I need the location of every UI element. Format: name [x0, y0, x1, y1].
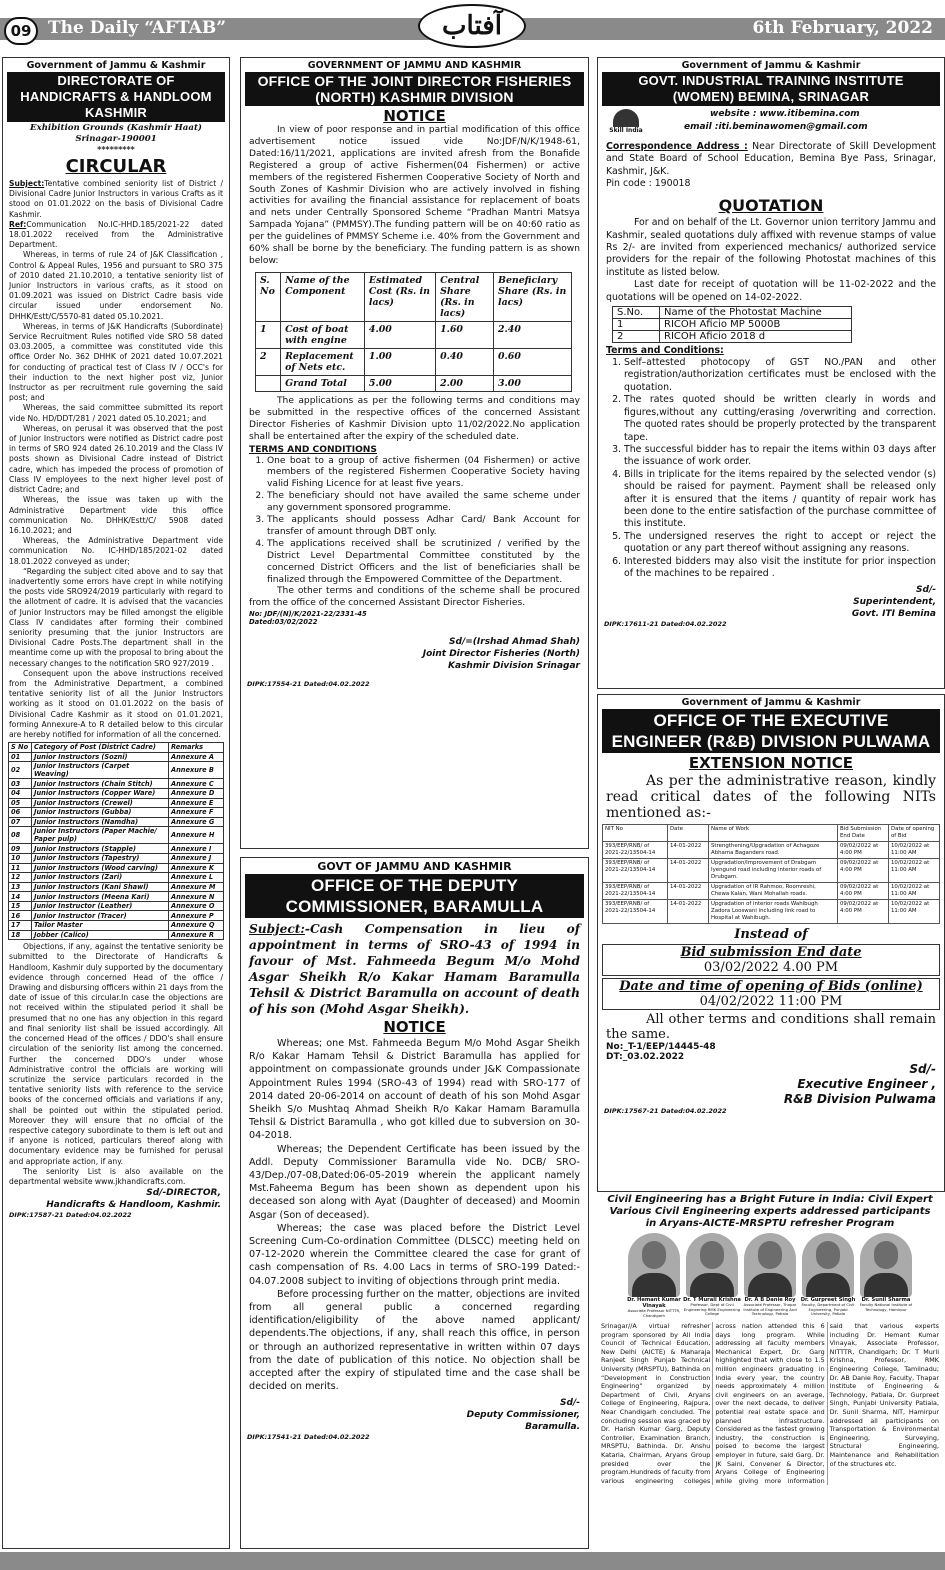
- govt-label: GOVERNMENT OF JAMMU AND KASHMIR: [307, 60, 522, 71]
- reference-number: No:_T-1/EEP/14445-48: [606, 1042, 716, 1052]
- table-cell: 14-01-2022: [668, 900, 709, 924]
- bid-opening-box: [602, 978, 940, 1010]
- table-cell: 11: [9, 863, 32, 873]
- signature: Sd/-DIRECTOR,: [146, 1188, 221, 1199]
- table-row: [9, 853, 224, 863]
- table-header: Category of Post (District Cadre): [32, 743, 169, 753]
- body-para: Whereas; the case was placed before the District Level Screening Cum-Co-ordination Committee (DLSCC) meeting held on 07-12-2020 wherein the Committee cleared the case for grant of cash compensation of Rs. 4.00 Lacs in terms of SRO-199 Dated:- 04.07.2008 subject to inviting of objections through print media.: [249, 1222, 580, 1287]
- table-header: NIT No: [603, 825, 668, 842]
- ad-title: OFFICE OF THE JOINT DIRECTOR FISHERIES (NORTH) KASHMIR DIVISION: [245, 72, 584, 106]
- address-line: Srinagar-190001: [75, 134, 157, 144]
- body-para: Whereas, in terms of rule 24 of J&K Classification , Control & Appeal Rules, 1956 and pursuant to SRO 375 of 2010 dated 21.10.2010, a tentative seniority list of Junior Instructors in various crafts, as it stood on 01.09.2021 was issued on District Cadre basis vide circular issued under endorsement No. DHHK/Estt/C/5570-81 dated 05.10.2021.: [9, 250, 223, 321]
- table-row: [9, 779, 224, 789]
- table-cell: 04: [9, 788, 32, 798]
- table-cell: Junior Instructors (Paper Machie/ Paper pulp): [32, 827, 169, 844]
- body-para: Whereas; one Mst. Fahmeeda Begum M/o Mohd Asgar Sheikh R/o Kakar Hamam Tehsil & District Baramulla has applied for appointment on compassionate grounds under J&K Compassionate Appointment Rules 1994 (SRO-43 of 1994) read with SRO-177 of 2014 dated 20-06-2014 on account of death of his son Mohd Asgar Sheikh S/o Mushtaq Ahmad Sheikh R/o Kakar Hamam Baramulla Tehsil & District Baramulla , who got killed due to subversion on 30-04-2018.: [249, 1038, 580, 1142]
- person-portrait: [802, 1233, 854, 1297]
- speaker-designation: Associate Professor, Thapar Institute of Engineering And Technology, Patiala: [743, 1302, 797, 1316]
- table-cell: Annexure C: [169, 779, 224, 789]
- table-cell: Annexure H: [169, 827, 224, 844]
- table-row: [603, 859, 940, 883]
- speaker-photo: [799, 1233, 857, 1317]
- table-cell: Junior Instructors (Copper Ware): [32, 788, 169, 798]
- speaker-designation: Faculty National Institute of Technology, Hamirpur: [859, 1302, 913, 1312]
- reference-date: DT:_03.02.2022: [606, 1052, 685, 1062]
- table-cell: Upgradation of IR Rahmoo, Roomreshi, Chewa Kalan, Wani Mohallah roads.: [709, 883, 838, 900]
- signature: Sd/-: [909, 1062, 936, 1076]
- table-cell: Junior Instructors (Namdha): [32, 817, 169, 827]
- table-cell: Annexure D: [169, 788, 224, 798]
- table-cell: Annexure B: [169, 762, 224, 779]
- subject-label: Subject:: [249, 922, 305, 936]
- table-header: S.No.: [613, 307, 660, 319]
- person-portrait: [686, 1233, 738, 1297]
- nit-table-body: [603, 842, 940, 924]
- table-header: Name of the Photostat Machine: [660, 307, 852, 319]
- table-cell: Junior Instructors (Carpet Weaving): [32, 762, 169, 779]
- signature: Kashmir Division Srinagar: [448, 661, 580, 672]
- signature: Sd/=(Irshad Ahmad Shah): [449, 637, 580, 648]
- table-cell: 1.00: [364, 348, 435, 375]
- address-label: Correspondence Address :: [606, 141, 748, 152]
- signature: Deputy Commissioner,: [466, 1410, 580, 1421]
- table-cell: Annexure J: [169, 853, 224, 863]
- table-cell: Jobber (Calico): [32, 930, 169, 940]
- table-row: [603, 883, 940, 900]
- annexure-table: [8, 742, 224, 940]
- signature: Govt. ITI Bemina: [851, 609, 936, 620]
- table-cell: Annexure Q: [169, 921, 224, 931]
- table-cell: Junior Instructors (Wood carving): [32, 863, 169, 873]
- table-cell: 03: [9, 779, 32, 789]
- table-cell: [256, 375, 281, 391]
- table-cell: 09/02/2022 at 4:00 PM: [838, 842, 889, 859]
- dipk-number: DIPK:17541-21 Dated:04.02.2022: [247, 1433, 370, 1442]
- bid-opening-value: 04/02/2022 11:00 PM: [699, 994, 843, 1009]
- body-para: Whereas, in terms of J&K Handicrafts (Subordinate) Service Recruitment Rules notified vide SRO 58 dated 03.03.2005, a committee was constituted vide this office Order No. 362 DHHK of 2021 dated 10.07.2021 for conducting of practical test of Class IV / OCC's for their induction to the next higher post viz, Junior Instructor as per recruitment rule governing the said post; and: [9, 321, 223, 403]
- table-cell: 2.40: [494, 321, 572, 348]
- stars: *********: [97, 144, 135, 154]
- ad-title: OFFICE OF THE EXECUTIVE ENGINEER (R&B) DIVISION PULWAMA: [602, 709, 940, 753]
- table-row: [9, 788, 224, 798]
- table-cell: Annexure G: [169, 817, 224, 827]
- person-portrait: [744, 1233, 796, 1297]
- table-cell: Annexure N: [169, 892, 224, 902]
- body-para: The other terms and conditions of the scheme shall be procured from the office of the concerned Assistant Director Fisheries.: [249, 586, 580, 609]
- table-cell: 02: [9, 762, 32, 779]
- table-row: [613, 331, 852, 343]
- table-cell: 1: [613, 319, 660, 331]
- signature: R&B Division Pulwama: [783, 1092, 936, 1106]
- ref-para: [3, 220, 229, 251]
- annexure-table-body: [9, 752, 224, 940]
- signature: Executive Engineer ,: [797, 1077, 936, 1091]
- table-cell: 01: [9, 752, 32, 762]
- list-item: 1. One boat to a group of active fishermen (04 Fishermen) or active members of the registered Fishermen Cooperative Society having valid Fishing Licence for at least five years.: [267, 456, 580, 492]
- table-header-row: [603, 825, 940, 842]
- notice-heading: NOTICE: [383, 1018, 446, 1036]
- terms-list: [241, 456, 588, 587]
- table-header: Estimated Cost (Rs. in lacs): [364, 272, 435, 321]
- address-para: [598, 141, 944, 178]
- table-row: [603, 842, 940, 859]
- body-para: Whereas, the said committee submitted its report vide No. HD/DDT/281 / 2021 dated 05.10.2021; and: [9, 403, 223, 423]
- ad-deputy-commissioner: [240, 857, 589, 1549]
- table-cell: 393/EEP/RNB/ of 2021-22/13504-14: [603, 859, 668, 883]
- govt-label: Government of Jammu & Kashmir: [26, 60, 206, 71]
- reference-number: No: JDF/(N)/K/2021-22/2331-45: [249, 610, 367, 619]
- table-row: [9, 752, 224, 762]
- table-row: [9, 892, 224, 902]
- machine-table: [612, 306, 852, 343]
- table-cell: Annexure L: [169, 873, 224, 883]
- list-item: 4. The applications received shall be scrutinized / verified by the District Level Departmental Committee constituted by the concerned District Officers and the list of beneficiaries shall be finalized through the Empowered Committee of the Department.: [267, 539, 580, 587]
- table-cell: 14-01-2022: [668, 859, 709, 883]
- ref-text: Communication No.IC-HHD.185/2021-22 dated 18.01.2022 received from the Administrative Department.: [9, 219, 223, 250]
- table-cell: 3.00: [494, 375, 572, 391]
- table-cell: 0.40: [436, 348, 494, 375]
- ad-handicrafts-circular: [2, 57, 230, 1549]
- funding-table-body: [256, 321, 572, 391]
- table-cell: 4.00: [364, 321, 435, 348]
- table-row: [9, 844, 224, 854]
- ad-title: DIRECTORATE OF HANDICRAFTS & HANDLOOM KASHMIR: [7, 72, 225, 122]
- table-cell: 16: [9, 911, 32, 921]
- table-cell: Annexure E: [169, 798, 224, 808]
- table-cell: 18: [9, 930, 32, 940]
- newspaper-logo: آفتاب: [418, 4, 526, 48]
- subject-para: [241, 921, 588, 1017]
- subject-para: [3, 179, 229, 220]
- circular-heading: CIRCULAR: [65, 156, 167, 177]
- body-para: Whereas, the issue was taken up with the Administrative Department vide this office communication No. DHHK/Estt/C/ 5908 dated 16.10.2021; and: [9, 495, 223, 535]
- table-row: [9, 911, 224, 921]
- funding-table: [255, 272, 572, 392]
- ref-label: Ref:: [9, 219, 27, 229]
- table-cell: Junior Instructors (Kani Shawl): [32, 882, 169, 892]
- terms-heading: TERMS AND CONDITIONS: [249, 444, 377, 455]
- govt-label: Government of Jammu & Kashmir: [681, 697, 861, 708]
- table-header-row: [613, 307, 852, 319]
- speaker-name: Dr. Sunil Sharma: [861, 1297, 911, 1303]
- speaker-designation: Faculty, Department of Civil Engineering, Punjabi University, Patiala: [801, 1302, 855, 1316]
- table-cell: 393/EEP/RNB/ of 2021-22/13504-14: [603, 883, 668, 900]
- govt-label: GOVT OF JAMMU AND KASHMIR: [317, 860, 512, 873]
- nit-table: [602, 824, 940, 924]
- table-cell: Strengthening/Upgradation of Achagoze Abhama Baganders road.: [709, 842, 838, 859]
- table-row: [9, 873, 224, 883]
- table-cell: 12: [9, 873, 32, 883]
- table-row: [603, 900, 940, 924]
- list-item: 3. The applicants should possess Adhar Card/ Bank Account for transfer of amount through DBT only.: [267, 515, 580, 539]
- speaker-photo: [683, 1233, 741, 1317]
- table-header: S No: [9, 743, 32, 753]
- table-cell: Junior Instructor (Leather): [32, 901, 169, 911]
- page-footer-bar: [0, 1552, 945, 1570]
- table-cell: 2.00: [436, 375, 494, 391]
- skill-india-logo: [606, 109, 646, 139]
- list-item: 2. The rates quoted should be written clearly in words and figures,without any cutting/erasing /overwriting and correction. The quoted rates should be properly protected by the transparent tape.: [624, 394, 936, 444]
- table-row: [9, 808, 224, 818]
- table-cell: Junior Instructors (Meena Kari): [32, 892, 169, 902]
- table-row: [9, 863, 224, 873]
- table-cell: 09: [9, 844, 32, 854]
- table-cell: 393/EEP/RNB/ of 2021-22/13504-14: [603, 900, 668, 924]
- speaker-name: Dr. Hemant Kumar Vinayak: [627, 1297, 681, 1309]
- body-para: Before processing further on the matter, objections are invited from all general public a concerned regarding identification/eligibility of the above named applicant/ dependents.The objections, if any, shall reach this office, in person or through an authorized representative in written within 07 days from the date of publication of this notice. No objection shall be accepted after the expiry of stipulated time and the case shall be decided on merits.: [249, 1288, 580, 1393]
- table-cell: 2: [613, 331, 660, 343]
- table-row: [256, 348, 572, 375]
- body-para: Whereas, on perusal it was observed that the post of Junior Instructors were notified as District cadre post in terms of SRO 924 dated 26.10.2019 and the Class IV posts shown as Divisional Cadre instead of District cadre, which has impeded the process of promotion of Class IV employees to the next higher level post of district Cadre; and: [9, 423, 223, 495]
- table-header-row: [9, 743, 224, 753]
- subject-text: Tentative combined seniority list of District / Divisional Cadre Junior Instructors in various Crafts as it stood on 01.01.2022 on the basis of Divisional Cadre Kashmir.: [9, 179, 223, 219]
- table-header: Date: [668, 825, 709, 842]
- table-cell: Annexure O: [169, 901, 224, 911]
- table-cell: 10/02/2022 at 11:00 AM: [889, 883, 940, 900]
- logo-text: Skill India: [609, 127, 643, 134]
- table-row: [9, 930, 224, 940]
- table-cell: 09/02/2022 at 4:00 PM: [838, 900, 889, 924]
- signature: Sd/-: [560, 1398, 580, 1409]
- table-header: Bid Submission End Date: [838, 825, 889, 842]
- table-cell: Junior Instructors (Stapple): [32, 844, 169, 854]
- speaker-photo: [625, 1233, 683, 1318]
- quotation-heading: QUOTATION: [718, 196, 824, 216]
- table-cell: 17: [9, 921, 32, 931]
- signature: Sd/-: [916, 585, 936, 596]
- body-para: All other terms and conditions shall remain the same.: [606, 1012, 936, 1042]
- table-cell: Junior Instructor (Tracer): [32, 911, 169, 921]
- body-para: The applications as per the following terms and conditions may be submitted in the respective offices of the concerned Assistant Director Fisheries of Kashmir Division upto 11/02/2022.No application shall be entertained after the expiry of the scheduled date.: [249, 395, 580, 442]
- list-item: 6. Interested bidders may also visit the institute for prior inspection of the machines to be repaired .: [624, 556, 936, 581]
- table-cell: Annexure P: [169, 911, 224, 921]
- subject-text: -Cash Compensation in lieu of appointment in terms of SRO-43 of 1994 in favour of Mst. Fahmeeda Begum M/o Mohd Asgar Sheikh R/o Kakar Hamam Baramulla Tehsil & District Baramulla on account of death of his son (Mohd Asgar Sheikh).: [249, 922, 580, 1016]
- table-cell: 14-01-2022: [668, 842, 709, 859]
- dipk-number: DIPK:17587-21 Dated:04.02.2022: [9, 1211, 132, 1220]
- table-cell: 0.60: [494, 348, 572, 375]
- speaker-photo: [857, 1233, 915, 1312]
- table-header: S. No: [256, 272, 281, 321]
- body-para: Consequent upon the above instructions received from the Administrative Department, a combined tentative seniority list of all the Junior Instructors working as it stood on 01.01.2022 on the basis of Divisional Cadre Kashmir as it stood on 01.01.2021, forming Annexure-A to R detailed below to this circular are hereby notified for information of all the concerned.: [9, 668, 223, 739]
- table-cell: Annexure F: [169, 808, 224, 818]
- list-item: 1. Self–attested photocopy of GST NO./PAN and other registration/authorization certificates must be enclosed with the quotation.: [624, 357, 936, 394]
- table-cell: RICOH Aficio MP 5000B: [660, 319, 852, 331]
- signature: Superintendent,: [853, 597, 936, 608]
- terms-heading: Terms and Conditions:: [606, 345, 724, 357]
- govt-label: Government of Jammu & Kashmir: [681, 60, 861, 71]
- pin-code: Pin code : 190018: [606, 178, 691, 190]
- dipk-number: DIPK:17554-21 Dated:04.02.2022: [247, 680, 370, 689]
- table-header: Date of opening of Bid: [889, 825, 940, 842]
- table-cell: Grand Total: [281, 375, 365, 391]
- speaker-designation: Associate Professor NITTTR, Chandigarh: [627, 1308, 681, 1318]
- extension-notice-heading: EXTENSION NOTICE: [688, 754, 854, 772]
- body-para: As per the administrative reason, kindly read critical dates of the following NITs mentioned as:-: [606, 773, 936, 821]
- article-headline: Civil Engineering has a Bright Future in India: Civil Expert Various Civil Engineering experts addressed participants in Aryans-AICTE-MRSPTU refresher Program: [607, 1194, 933, 1229]
- table-cell: 06: [9, 808, 32, 818]
- dipk-number: DIPK:17611-21 Dated:04.02.2022: [604, 620, 727, 629]
- signature: Joint Director Fisheries (North): [422, 649, 580, 660]
- issue-date: 6th February, 2022: [752, 18, 933, 38]
- notice-heading: NOTICE: [383, 107, 446, 125]
- table-cell: Upgradation/Improvement of Drabgam Iyengund road including interior roads of Drubgam.: [709, 859, 838, 883]
- body-para: In view of poor response and in partial modification of this office advertisement notice issued vide No:JDF/N/K/1948-61, Dated:16/11/2021, applications are invited afresh from the Bonafide Registered a group of active Fishermen(04 Fishermen) or active members of the registered Fishermen Cooperative Society of North and South Zones of Kashmir Division who are actively involved in fishing activities for availing the financial assistance for replacement of boats and nets under Centrally Sponsored Scheme “Pradhan Mantri Matsya Sampada Yojana” (PMMSY).The funding pattern will be on 40:60 ratio as per the guidelines of PMMSY Scheme i.e. 40% from the Government and 60% shall be borne by the beneficiary. The funding pattern is as shown below:: [249, 125, 580, 266]
- reference-date: Dated:03/02/2022: [249, 618, 318, 627]
- masthead: [0, 0, 945, 48]
- list-item: 4. Bills in triplicate for the items repaired by the selected vendor (s) should be raised for payment. Payment shall be released only after it is ensured that the items / quantity of repair work has been done to the entire satisfaction of the purchase committee of this institute.: [624, 469, 936, 531]
- table-cell: 15: [9, 901, 32, 911]
- bid-submission-value: 03/02/2022 4.00 PM: [703, 960, 839, 975]
- news-article: [597, 1194, 943, 1547]
- subject-label: Subject:: [9, 179, 45, 188]
- table-cell: Annexure K: [169, 863, 224, 873]
- table-cell: 14: [9, 892, 32, 902]
- table-cell: 10: [9, 853, 32, 863]
- list-item: 3. The successful bidder has to repair the items within 03 days after the issuance of work order.: [624, 444, 936, 469]
- terms-list: [598, 357, 944, 580]
- speaker-designation: Professor, Dept of Civil Engineering RMK Engineering College: [683, 1302, 741, 1316]
- table-cell: 2: [256, 348, 281, 375]
- table-header: Name of the Component: [281, 272, 365, 321]
- table-cell: Junior Instructors (Chain Stitch): [32, 779, 169, 789]
- table-cell: Junior Instructors (Gubba): [32, 808, 169, 818]
- speaker-photos: [597, 1233, 943, 1319]
- table-cell: 05: [9, 798, 32, 808]
- ad-title: GOVT. INDUSTRIAL TRAINING INSTITUTE (WOMEN) BEMINA, SRINAGAR: [602, 72, 940, 106]
- table-cell: Tailor Master: [32, 921, 169, 931]
- table-row: [256, 321, 572, 348]
- table-row: [9, 798, 224, 808]
- speaker-name: Dr. A B Danie Roy: [744, 1297, 796, 1303]
- table-cell: Junior Instructors (Tapestry): [32, 853, 169, 863]
- body-para: Whereas, the Administrative Department vide communication No. IC-HHD/185/2021-02 dated 18.01.2022 conveyed as under;: [9, 536, 223, 566]
- website-link[interactable]: website : www.itibemina.com: [710, 109, 860, 119]
- table-cell: 14-01-2022: [668, 883, 709, 900]
- ad-fisheries-notice: [240, 57, 589, 849]
- table-row: [9, 901, 224, 911]
- page-number: 09: [4, 17, 38, 45]
- table-row: [9, 762, 224, 779]
- table-cell: 07: [9, 817, 32, 827]
- body-para: Whereas; the Dependent Certificate has been issued by the Addl. Deputy Commissioner Baramulla vide No. DCB/ SRO-43/Dep./07-08,Dated:06-05-2019 wherein the applicant namely Mst.Faheema Begum has been shown as dependent upon his deceased son along with Ayat (Daughter of deceased) and Moomin Asgar (Son of deceased).: [249, 1143, 580, 1221]
- table-header-row: [256, 272, 572, 321]
- ad-iti-quotation: [597, 57, 945, 689]
- table-header: Name of Work: [709, 825, 838, 842]
- table-row: [9, 817, 224, 827]
- table-cell: Upgradation of interior roads Wahibugh Zadora Looswani including link road to Hospital at Wahibugh.: [709, 900, 838, 924]
- address-line: Exhibition Grounds (Kashmir Haat): [30, 123, 202, 133]
- list-item: 2. The beneficiary should not have availed the same scheme under any government sponsored programme.: [267, 491, 580, 515]
- speaker-name: Dr. Gurpreet Singh: [800, 1297, 856, 1303]
- contact-block: [598, 107, 944, 141]
- table-cell: Cost of boat with engine: [281, 321, 365, 348]
- list-item: 5. The undersigned reserves the right to accept or reject the quotation or any part thereof without assigning any reasons.: [624, 531, 936, 556]
- body-para: “Regarding the subject cited above and to say that inadvertently some errors have crept in while notifying the posts vide SRO924/2019 particularly with regard to the allotment of cadre. It is advised that the vacancies of Junior Instructors may be filled amongst the eligible Class IV candidates after forming their combined seniority presuming that the junior Instructors are Divisional Cadre Posts.The department shall in the meantime come up with the proposal to bring about the necessary changes to the notification SRO 927/2019 .: [9, 566, 223, 668]
- table-cell: 5.00: [364, 375, 435, 391]
- table-cell: Annexure M: [169, 882, 224, 892]
- table-cell: Annexure I: [169, 844, 224, 854]
- table-cell: Annexure R: [169, 930, 224, 940]
- article-body: Srinagar//A virtual refresher program sponsored by All India Council of Technical Education, New Delhi (AICTE) & Maharaja Ranjeet Singh Punjab Technical University (MRSPTU), Bathinda on “Development in Construction Engineering” organized by Department of Civil, Aryans College of Engineering, Rajpura, Near Chandigarh concluded. The concluding session was graced by Dr. Harish Kumar Garg, Deputy Controller, Examination Branch, MRSPTU, Bathinda. Dr. Anshu Kataria, Chairman, Aryans Group presided over the program.Hundreds of faculty from various engineering colleges across nation attended this 6 days long program. While addressing all faculty members Mechanical Expert, Dr. Garg highlighted that with close to 1.5 million engineers graduating in India every year, the country needs approximately 4 million civil engineers on an average, over the next decade, to deliver potential real estate space and planned infrastructure. Considered as the fastest growing industry, the construction is poised to become the largest employer in future, said Garg. Dr. JK Saini, Convener & Director, Aryans College of Engineering while giving more information said that various experts including Dr. Hemant Kumar Vinayak, Associate Professor, NITTTR, Chandigarh; Dr. T Murli Krishna, Professor, RMK Engineering College, Tamilnadu; Dr. AB Danie Roy, Faculty, Thapar Institute of Engineering & Technology, Patiala, Dr. Gurpreet Singh, Punjabi University Patiala, Dr. Sunil Sharma, NIT, Hamirpur addressed all participants on Transportation & Environmental Engineering, Surveying, Structural Engineering, Maintenance and Rehabilitation of the structures etc.: [601, 1322, 939, 1485]
- person-portrait: [860, 1233, 912, 1297]
- machine-table-body: [613, 319, 852, 343]
- table-cell: 09/02/2022 at 4:00 PM: [838, 883, 889, 900]
- table-cell: 13: [9, 882, 32, 892]
- table-header: Beneficiary Share (Rs. in lacs): [494, 272, 572, 321]
- table-cell: 09/02/2022 at 4:00 PM: [838, 859, 889, 883]
- body-para: Last date for receipt of quotation will be 11-02-2022 and the quotations will be opened on 14-02-2022.: [606, 279, 936, 303]
- person-portrait: [628, 1233, 680, 1297]
- signature: Handicrafts & Handloom, Kashmir.: [46, 1200, 221, 1211]
- table-row: [9, 921, 224, 931]
- table-cell: 393/EEP/RNB/ of 2021-22/13504-14: [603, 842, 668, 859]
- table-cell: RICOH Aficio 2018 d: [660, 331, 852, 343]
- table-cell: Junior Instructors (Zari): [32, 873, 169, 883]
- table-row: [613, 319, 852, 331]
- table-cell: 10/02/2022 at 11:00 AM: [889, 842, 940, 859]
- table-row: [9, 882, 224, 892]
- table-cell: 10/02/2022 at 11:00 AM: [889, 859, 940, 883]
- table-cell: 1.60: [436, 321, 494, 348]
- body-para: Objections, if any, against the tentative seniority be submitted to the Directorate of Handicrafts & Handloom, Kashmir duly supported by the documentary evidence through concerned Head of the office / Drawing and disbursing officers within 21 days from the date of issue of this circular.In case the objections are not received within the stipulated period it shall be presumed that no one has any objection in this regard and final seniority list shall be issued accordingly. All the concerned Head of the offices / DDO's shall ensure circulation of the seniority list among the concerned. Further the concerned DDO's under whose Administrative control the officials are working will scrutinize the service particulars recorded in the tentative seniority lists with reference to the service books of the concerned officials and variations if any, shall be pointed out within the stipulated period. Moreover they will ensure that no official of the respective category subordinate to them is left out and if anyone is noticed, particulars thereof along with documentary evidence may be furnished for perusal and appropriate action, if any.: [9, 942, 223, 1166]
- ad-title: OFFICE OF THE DEPUTY COMMISSIONER, BARAMULLA: [245, 874, 584, 918]
- ad-executive-engineer: [597, 694, 945, 1192]
- table-cell: Annexure A: [169, 752, 224, 762]
- signature: Baramulla.: [525, 1422, 580, 1433]
- instead-of-label: Instead of: [734, 927, 808, 942]
- table-cell: Junior Instructors (Sozni): [32, 752, 169, 762]
- email-link[interactable]: email :iti.beminawomen@gmail.com: [684, 122, 868, 132]
- table-cell: 08: [9, 827, 32, 844]
- table-cell: Junior Instructors (Crewel): [32, 798, 169, 808]
- newspaper-name: The Daily “AFTAB”: [48, 18, 226, 38]
- bid-submission-label: Bid submission End date: [680, 945, 862, 960]
- bid-submission-box: [602, 944, 940, 976]
- dipk-number: DIPK:17567-21 Dated:04.02.2022: [604, 1107, 727, 1115]
- table-cell: 10/02/2022 at 11:00 AM: [889, 900, 940, 924]
- address-text: Near Directorate of Skill Development and State Board of School Education, Bemina Bye Pass, Srinagar, Kashmir, J&K.: [606, 141, 936, 177]
- table-header: Central Share (Rs. in lacs): [436, 272, 494, 321]
- table-row: [9, 827, 224, 844]
- table-header: Remarks: [169, 743, 224, 753]
- body-para: For and on behalf of the Lt. Governor union territory Jammu and Kashmir, sealed quotations duly affixed with revenue stamps of value Rs 2/- are invited from experienced mechanics/ authorized service providers for the repair of the following Photostat machines of this institute as listed below.: [606, 217, 936, 278]
- table-cell: Replacement of Nets etc.: [281, 348, 365, 375]
- speaker-photo: [741, 1233, 799, 1317]
- table-row: [256, 375, 572, 391]
- speaker-name: Dr. T Murali Krishna: [683, 1297, 741, 1303]
- bid-opening-label: Date and time of opening of Bids (online): [619, 979, 923, 994]
- body-para: The seniority List is also available on the departmental website www.jkhandicrafts.com.: [9, 1166, 223, 1186]
- table-cell: 1: [256, 321, 281, 348]
